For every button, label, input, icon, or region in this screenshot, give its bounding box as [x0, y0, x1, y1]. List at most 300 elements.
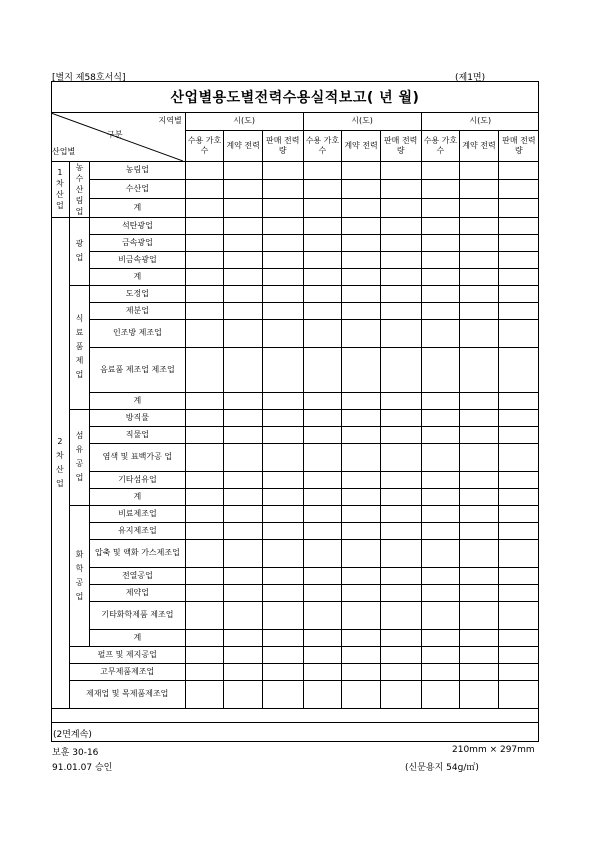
data-cell	[224, 161, 263, 180]
data-cell	[380, 251, 421, 268]
data-cell	[303, 198, 342, 217]
footer-approval-date: 91.01.07 승인	[52, 763, 113, 773]
data-cell	[342, 161, 381, 180]
data-cell	[460, 488, 499, 505]
data-cell	[262, 161, 303, 180]
item-label: 계	[90, 392, 186, 409]
data-cell	[342, 268, 381, 285]
data-cell	[342, 539, 381, 567]
data-cell	[380, 217, 421, 234]
data-cell	[185, 285, 224, 302]
data-cell	[185, 488, 224, 505]
data-cell	[380, 392, 421, 409]
data-cell	[185, 234, 224, 251]
data-cell	[380, 319, 421, 347]
data-cell	[460, 198, 499, 217]
data-cell	[262, 539, 303, 567]
data-cell	[185, 663, 224, 680]
data-cell	[224, 392, 263, 409]
data-cell	[421, 319, 460, 347]
data-cell	[303, 488, 342, 505]
data-cell	[185, 180, 224, 199]
data-cell	[262, 443, 303, 471]
data-cell	[498, 505, 539, 522]
data-cell	[303, 471, 342, 488]
data-cell	[380, 161, 421, 180]
item-label: 음료품 제조업 제조업	[90, 347, 186, 392]
item-label: 유지제조업	[90, 522, 186, 539]
data-cell	[380, 409, 421, 426]
metric-header: 계약 전력	[460, 130, 499, 161]
data-cell	[303, 680, 342, 708]
data-cell	[342, 629, 381, 646]
item-label: 비료제조업	[90, 505, 186, 522]
data-cell	[262, 285, 303, 302]
data-cell	[380, 285, 421, 302]
region-header: 시(도)	[303, 113, 421, 130]
data-cell	[185, 471, 224, 488]
data-cell	[185, 319, 224, 347]
data-cell	[342, 251, 381, 268]
data-cell	[380, 680, 421, 708]
data-cell	[342, 198, 381, 217]
group-label	[69, 409, 89, 505]
data-cell	[185, 601, 224, 629]
gubun-label: 구분	[107, 130, 123, 139]
data-cell	[498, 443, 539, 471]
data-cell	[380, 234, 421, 251]
data-cell	[185, 268, 224, 285]
data-cell	[303, 161, 342, 180]
data-cell	[460, 347, 499, 392]
data-cell	[224, 646, 263, 663]
data-cell	[421, 505, 460, 522]
footer-paper-size: 210mm × 297mm	[452, 745, 535, 755]
data-cell	[342, 471, 381, 488]
data-cell	[185, 539, 224, 567]
data-cell	[224, 302, 263, 319]
data-cell	[498, 392, 539, 409]
group-label	[69, 285, 89, 409]
data-cell	[421, 302, 460, 319]
data-cell	[380, 302, 421, 319]
data-cell	[342, 488, 381, 505]
data-cell	[224, 488, 263, 505]
data-cell	[498, 539, 539, 567]
data-cell	[262, 392, 303, 409]
data-cell	[303, 302, 342, 319]
data-cell	[460, 601, 499, 629]
data-cell	[421, 426, 460, 443]
data-cell	[498, 488, 539, 505]
data-cell	[185, 392, 224, 409]
data-cell	[185, 443, 224, 471]
data-cell	[262, 488, 303, 505]
data-cell	[342, 234, 381, 251]
data-cell	[303, 217, 342, 234]
data-cell	[262, 198, 303, 217]
data-cell	[498, 629, 539, 646]
data-cell	[224, 522, 263, 539]
data-cell	[224, 409, 263, 426]
data-cell	[262, 567, 303, 584]
data-cell	[262, 680, 303, 708]
data-cell	[342, 680, 381, 708]
data-cell	[342, 584, 381, 601]
item-label: 제분업	[90, 302, 186, 319]
data-cell	[303, 180, 342, 199]
item-label: 농림업	[90, 161, 186, 180]
data-cell	[421, 180, 460, 199]
data-cell	[342, 180, 381, 199]
data-cell	[185, 646, 224, 663]
sector-axis-label: 산업별	[52, 146, 76, 156]
data-cell	[498, 409, 539, 426]
data-cell	[380, 443, 421, 471]
data-cell	[498, 347, 539, 392]
data-cell	[460, 180, 499, 199]
metric-header: 판매 전력량	[498, 130, 539, 161]
data-cell	[380, 584, 421, 601]
data-cell	[460, 268, 499, 285]
data-cell	[380, 601, 421, 629]
data-cell	[421, 285, 460, 302]
item-label: 계	[90, 488, 186, 505]
data-cell	[224, 180, 263, 199]
data-cell	[342, 392, 381, 409]
metric-header: 판매 전력량	[380, 130, 421, 161]
data-cell	[303, 629, 342, 646]
data-cell	[421, 522, 460, 539]
data-cell	[262, 584, 303, 601]
data-cell	[460, 567, 499, 584]
data-cell	[303, 443, 342, 471]
data-cell	[460, 426, 499, 443]
data-cell	[342, 601, 381, 629]
data-cell	[342, 646, 381, 663]
industry-label: 고무제품제조업	[69, 663, 185, 680]
data-cell	[498, 567, 539, 584]
data-cell	[224, 471, 263, 488]
metric-header: 수용 가호수	[185, 130, 224, 161]
secondary-sector-label-text: 2 차 산 업	[56, 436, 64, 488]
data-cell	[380, 629, 421, 646]
data-cell	[342, 409, 381, 426]
item-label: 염색 및 표백가공 업	[90, 443, 186, 471]
data-cell	[342, 285, 381, 302]
page-label: (제1면)	[455, 73, 486, 83]
industry-label: 제재업 및 목제품제조업	[69, 680, 185, 708]
data-cell	[380, 347, 421, 392]
data-cell	[262, 319, 303, 347]
data-cell	[262, 646, 303, 663]
data-cell	[224, 198, 263, 217]
data-cell	[303, 392, 342, 409]
data-cell	[262, 180, 303, 199]
data-cell	[342, 347, 381, 392]
data-cell	[224, 601, 263, 629]
primary-sector-label-text: 1차 산업	[56, 168, 64, 210]
data-cell	[185, 584, 224, 601]
data-cell	[498, 646, 539, 663]
industry-label: 펄프 및 제지공업	[69, 646, 185, 663]
data-cell	[303, 251, 342, 268]
group-label-text: 광 업	[75, 239, 84, 262]
data-cell	[421, 268, 460, 285]
data-cell	[185, 302, 224, 319]
group-label-text: 화 학 공 업	[75, 549, 84, 601]
data-cell	[498, 663, 539, 680]
item-label: 계	[90, 268, 186, 285]
data-cell	[185, 426, 224, 443]
data-cell	[303, 409, 342, 426]
data-cell	[460, 319, 499, 347]
data-cell	[380, 198, 421, 217]
data-cell	[224, 663, 263, 680]
data-cell	[303, 601, 342, 629]
data-cell	[262, 234, 303, 251]
data-cell	[303, 319, 342, 347]
item-label: 도정업	[90, 285, 186, 302]
data-cell	[498, 522, 539, 539]
data-cell	[460, 646, 499, 663]
data-cell	[185, 198, 224, 217]
data-cell	[380, 646, 421, 663]
data-cell	[262, 663, 303, 680]
data-cell	[224, 567, 263, 584]
data-cell	[460, 522, 499, 539]
data-cell	[421, 601, 460, 629]
data-cell	[224, 443, 263, 471]
data-cell	[342, 522, 381, 539]
data-cell	[498, 584, 539, 601]
data-cell	[303, 285, 342, 302]
data-cell	[498, 285, 539, 302]
data-cell	[421, 443, 460, 471]
data-cell	[380, 522, 421, 539]
data-cell	[342, 663, 381, 680]
data-cell	[498, 217, 539, 234]
data-cell	[460, 629, 499, 646]
data-cell	[303, 347, 342, 392]
data-cell	[303, 567, 342, 584]
data-cell	[380, 268, 421, 285]
data-cell	[224, 319, 263, 347]
data-cell	[185, 409, 224, 426]
data-cell	[380, 180, 421, 199]
data-cell	[342, 567, 381, 584]
data-cell	[380, 567, 421, 584]
item-label: 기타화학제품 제조업	[90, 601, 186, 629]
data-cell	[224, 234, 263, 251]
form-title: 산업별용도별전력수용실적보고( 년 월)	[51, 81, 539, 113]
group-label-text: 섬 유 공 업	[75, 431, 84, 482]
data-cell	[303, 663, 342, 680]
data-cell	[262, 505, 303, 522]
metric-header: 판매 전력량	[262, 130, 303, 161]
data-cell	[421, 251, 460, 268]
group-label-text: 식 료 품 제 업	[75, 314, 84, 379]
data-cell	[262, 522, 303, 539]
data-cell	[303, 505, 342, 522]
data-cell	[342, 217, 381, 234]
metric-header: 계약 전력	[342, 130, 381, 161]
primary-sector-label	[51, 161, 69, 217]
data-cell	[303, 426, 342, 443]
data-cell	[421, 488, 460, 505]
data-cell	[421, 584, 460, 601]
item-label: 전열공업	[90, 567, 186, 584]
data-cell	[224, 426, 263, 443]
data-cell	[303, 584, 342, 601]
data-cell	[224, 505, 263, 522]
data-cell	[421, 646, 460, 663]
item-label: 계	[90, 198, 186, 217]
data-cell	[421, 217, 460, 234]
data-cell	[460, 234, 499, 251]
data-cell	[185, 251, 224, 268]
data-cell	[460, 161, 499, 180]
data-cell	[303, 646, 342, 663]
data-cell	[342, 505, 381, 522]
secondary-sector-label	[51, 217, 69, 708]
data-cell	[460, 505, 499, 522]
item-label: 제약업	[90, 584, 186, 601]
data-cell	[224, 539, 263, 567]
metric-header: 수용 가호수	[421, 130, 460, 161]
group-label	[69, 505, 89, 646]
header-corner-cell	[51, 113, 185, 161]
data-cell	[262, 409, 303, 426]
data-cell	[421, 567, 460, 584]
data-cell	[421, 629, 460, 646]
data-cell	[262, 217, 303, 234]
data-cell	[185, 217, 224, 234]
data-cell	[380, 539, 421, 567]
data-cell	[303, 268, 342, 285]
data-cell	[262, 302, 303, 319]
metric-header: 수용 가호수	[303, 130, 342, 161]
data-cell	[421, 347, 460, 392]
item-label: 압축 및 액화 가스제조업	[90, 539, 186, 567]
item-label: 석탄광업	[90, 217, 186, 234]
region-axis-label: 지역별	[158, 116, 182, 125]
data-cell	[380, 663, 421, 680]
item-label: 수산업	[90, 180, 186, 199]
data-cell	[262, 268, 303, 285]
data-cell	[262, 471, 303, 488]
data-cell	[421, 198, 460, 217]
data-cell	[224, 629, 263, 646]
data-cell	[421, 680, 460, 708]
data-cell	[224, 217, 263, 234]
form-number: [별지 제58호서식]	[52, 73, 126, 83]
data-cell	[498, 319, 539, 347]
data-cell	[185, 567, 224, 584]
data-cell	[262, 251, 303, 268]
data-cell	[460, 680, 499, 708]
data-cell	[380, 488, 421, 505]
data-cell	[262, 601, 303, 629]
data-cell	[498, 161, 539, 180]
data-cell	[498, 471, 539, 488]
data-cell	[380, 505, 421, 522]
data-cell	[185, 522, 224, 539]
data-cell	[224, 285, 263, 302]
item-label: 계	[90, 629, 186, 646]
group-label	[69, 217, 89, 285]
data-cell	[262, 629, 303, 646]
data-cell	[460, 471, 499, 488]
report-table	[51, 113, 539, 709]
data-cell	[342, 443, 381, 471]
item-label: 금속광업	[90, 234, 186, 251]
data-cell	[224, 251, 263, 268]
item-label: 기타섬유업	[90, 471, 186, 488]
data-cell	[342, 302, 381, 319]
data-cell	[224, 268, 263, 285]
data-cell	[421, 539, 460, 567]
footer-paper-type: (신문용지 54g/㎡)	[405, 763, 479, 773]
data-cell	[498, 198, 539, 217]
data-cell	[185, 505, 224, 522]
data-cell	[224, 584, 263, 601]
data-cell	[460, 584, 499, 601]
data-cell	[185, 347, 224, 392]
data-cell	[262, 347, 303, 392]
data-cell	[224, 347, 263, 392]
data-cell	[421, 392, 460, 409]
item-label: 인조방 제조업	[90, 319, 186, 347]
data-cell	[303, 522, 342, 539]
data-cell	[421, 234, 460, 251]
data-cell	[421, 471, 460, 488]
data-cell	[421, 161, 460, 180]
metric-header: 계약 전력	[224, 130, 263, 161]
data-cell	[342, 319, 381, 347]
region-header: 시(도)	[185, 113, 303, 130]
data-cell	[262, 426, 303, 443]
item-label: 비금속광업	[90, 251, 186, 268]
data-cell	[460, 409, 499, 426]
data-cell	[498, 234, 539, 251]
data-cell	[498, 251, 539, 268]
data-cell	[342, 426, 381, 443]
data-cell	[460, 285, 499, 302]
data-cell	[460, 539, 499, 567]
data-cell	[185, 161, 224, 180]
data-cell	[303, 234, 342, 251]
data-cell	[498, 601, 539, 629]
data-cell	[380, 426, 421, 443]
data-cell	[498, 180, 539, 199]
data-cell	[498, 268, 539, 285]
data-cell	[498, 680, 539, 708]
data-cell	[224, 680, 263, 708]
region-header: 시(도)	[421, 113, 539, 130]
data-cell	[421, 663, 460, 680]
data-cell	[498, 426, 539, 443]
data-cell	[460, 443, 499, 471]
data-cell	[460, 251, 499, 268]
data-cell	[460, 392, 499, 409]
footer-code: 보훈 30-16	[52, 748, 99, 758]
data-cell	[380, 471, 421, 488]
data-cell	[498, 302, 539, 319]
data-cell	[460, 663, 499, 680]
data-cell	[303, 539, 342, 567]
data-cell	[460, 302, 499, 319]
